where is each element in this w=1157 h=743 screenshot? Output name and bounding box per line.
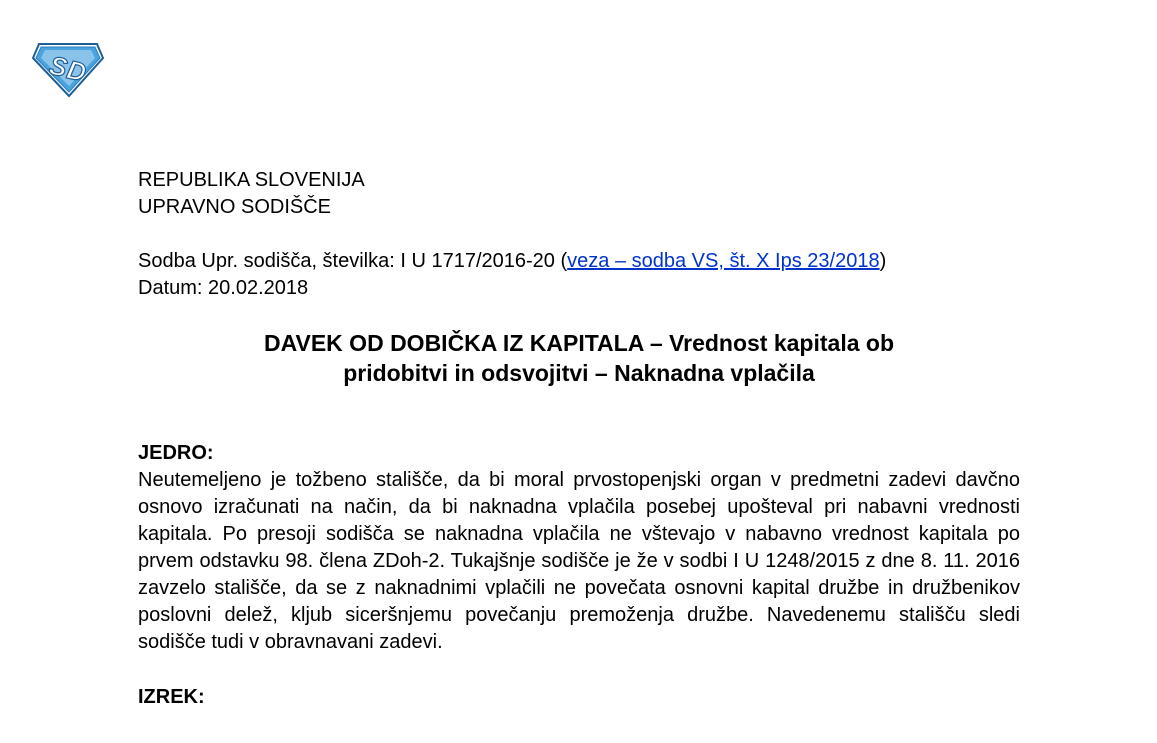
document-body <box>138 167 1020 711</box>
svg-text:S: S <box>46 49 70 83</box>
court-logo <box>31 40 105 98</box>
sd-shield-icon <box>31 40 105 98</box>
related-judgment-link[interactable]: veza – sodba VS, št. X Ips 23/2018 <box>567 250 880 272</box>
title-line-2: pridobitvi in odsvojitvi – Naknadna vplačila <box>343 360 815 386</box>
document-title <box>138 328 1020 388</box>
court-name: UPRAVNO SODIŠČE <box>138 196 331 218</box>
izrek-heading: IZREK: <box>138 686 205 708</box>
judgment-date: Datum: 20.02.2018 <box>138 277 309 299</box>
judgment-reference-close: ) <box>879 250 887 272</box>
republic-name: REPUBLIKA SLOVENIJA <box>138 169 365 191</box>
jedro-text: Neutemeljeno je tožbeno stališče, da bi moral prvostopenjski organ v predmetni zadevi davčno osnovo izračunati na način, da bi naknadna vplačila posebej upošteval pri nabavni vrednosti kapitala. Po presoji sodišča se naknadna vplačila ne vštevajo v nabavno vrednost kapitala po prvem odstavku 98. člena ZDoh-2. Tukajšnje sodišče je že v sodbi I U 1248/2015 z dne 8. 11. 2016 zavzelo stališče, da se z naknadnimi vplačili ne povečata osnovni kapital družbe in družbenikov poslovni delež, kljub siceršnjemu povečanju premoženja družbe. Navedenemu stališču sledi sodišče tudi v obravnavani zadevi. <box>138 469 1020 653</box>
svg-text:D: D <box>64 54 89 88</box>
jedro-heading: JEDRO: <box>138 442 214 464</box>
judgment-reference <box>138 248 1020 275</box>
judgment-number: Sodba Upr. sodišča, številka: I U 1717/2016-20 ( <box>138 250 568 272</box>
title-line-1: DAVEK OD DOBIČKA IZ KAPITALA – Vrednost kapitala ob <box>263 330 894 356</box>
